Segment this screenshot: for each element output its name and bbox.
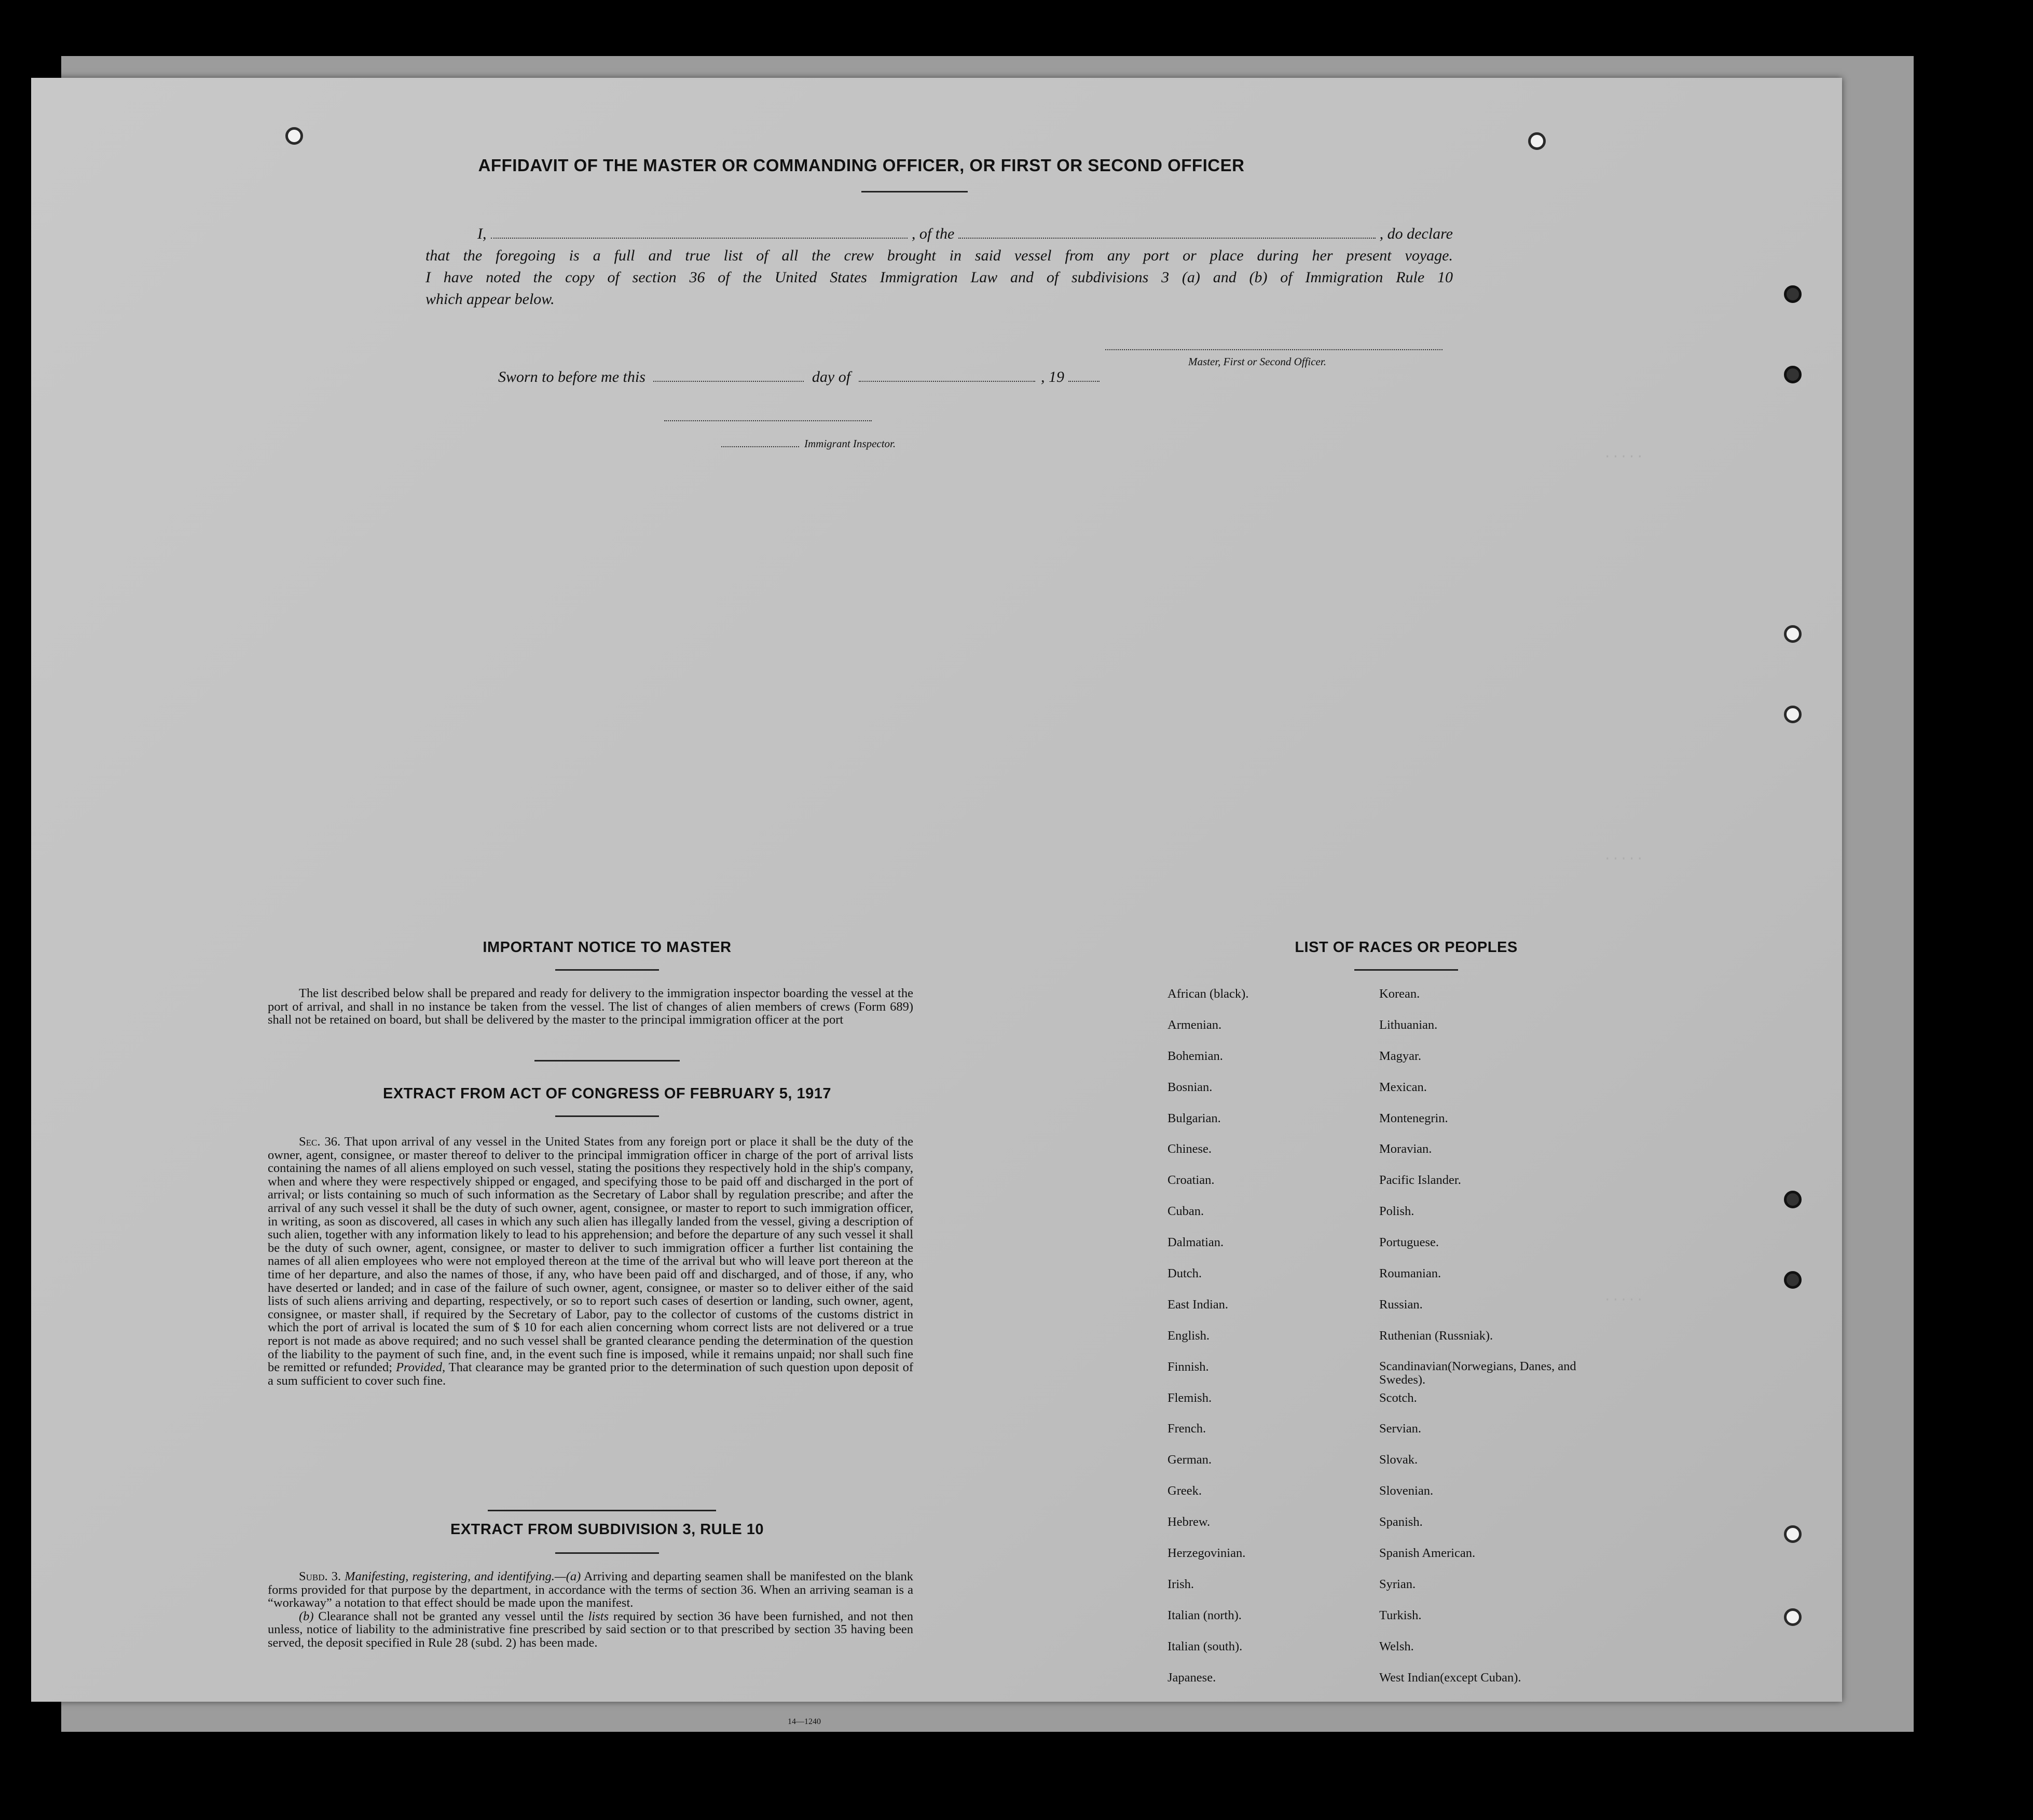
bleed-through-marks: ····· — [1603, 1292, 1644, 1307]
race-item: Slovak. — [1379, 1453, 1418, 1467]
race-item: Bulgarian. — [1167, 1111, 1221, 1125]
race-item: Magyar. — [1379, 1049, 1421, 1063]
rule-text-b1: Clearance shall not be granted any vessel until the — [318, 1609, 584, 1623]
act-text-b: That clearance may be granted prior to the determination of such question upon deposit of a sum sufficient to cover such fine. — [268, 1360, 914, 1388]
officer-signature-label: Master, First or Second Officer. — [1188, 355, 1326, 368]
binder-hole — [1784, 625, 1802, 643]
race-item: Greek. — [1167, 1484, 1202, 1498]
rule-subd-label: Subd. 3. — [299, 1569, 341, 1583]
binder-hole — [285, 127, 303, 145]
act-end-divider — [488, 1510, 716, 1511]
declaration-line-4: which appear below. — [425, 291, 555, 308]
declaration-line-2: that the foregoing is a full and true list of all the crew brought in said vessel from any port or place during her present voyage. — [425, 247, 1453, 264]
race-item: Mexican. — [1379, 1080, 1427, 1094]
race-item: Croatian. — [1167, 1173, 1215, 1188]
rule-divider — [555, 1552, 659, 1554]
name-blank[interactable] — [491, 224, 908, 239]
sworn-year-blank[interactable] — [1068, 368, 1100, 382]
declaration-i: I, — [477, 225, 487, 242]
document-page — [31, 78, 1842, 1726]
binder-hole — [1784, 706, 1802, 723]
act-provided: Provided, — [396, 1360, 446, 1375]
race-item: Moravian. — [1379, 1142, 1432, 1156]
race-item: Pacific Islander. — [1379, 1173, 1461, 1188]
binder-hole — [1784, 1191, 1802, 1208]
rule-body — [268, 1570, 913, 1650]
act-divider — [555, 1115, 659, 1117]
race-item: Syrian. — [1379, 1577, 1416, 1591]
notice-end-divider — [534, 1060, 680, 1061]
binder-hole — [1528, 132, 1546, 150]
race-item: Servian. — [1379, 1422, 1421, 1436]
vessel-blank[interactable] — [958, 224, 1375, 239]
race-item: German. — [1167, 1453, 1212, 1467]
races-divider — [1354, 969, 1458, 971]
race-item: Korean. — [1379, 987, 1420, 1001]
race-item: Chinese. — [1167, 1142, 1212, 1156]
bleed-through-marks: ····· — [1603, 449, 1644, 464]
race-item: Cuban. — [1167, 1204, 1204, 1219]
declaration-do-declare: , do declare — [1379, 225, 1453, 242]
race-item: Hebrew. — [1167, 1515, 1211, 1529]
act-text-a: That upon arrival of any vessel in the United States from any foreign port or place it shall be the duty of the owner, agent, consignee, or master thereof to deliver to the principal immigration officer in charge of the port of arrival lists containing the names of all aliens employed on such vessel, stating the positions they respectively hold in the ship's company, when and where they were respectively shipped or engaged, and specifying those to be paid off and discharged in the port of arrival; or lists containing so much of such information as the Secretary of Labor shall by regulation prescribe; and after the arrival of any such vessel it shall be the duty of such owner, agent, consignee, or master to report to such immigration officer, in writing, as soon as discovered, all cases in which any such alien has illegally landed from the vessel, giving a description of such alien, together with any information likely to lead to his apprehension; and before the departure of any such vessel it shall be the duty of such owner, agent, consignee, or master to deliver to such immigration officer a further list containing the names of all alien employees who were not employed thereon at the time of the arrival but who will leave port thereon at the time of her departure, and also the names of those, if any, who have been paid off and discharged, and of those, if any, who have deserted or landed; and in case of the failure of such owner, agent, consignee, or master so to deliver either of the said lists of such aliens arriving and departing, respectively, or so to report such cases of desertion or landing, such owner, agent, consignee, or master shall, if required by the Secretary of Labor, pay to the collector of customs of the customs district in which the port of arrival is located the sum of $ 10 for each alien concerning whom correct lists are not delivered or a true report is not made as above required; and no such vessel shall be granted clearance pending the determination of the question of the liability to the payment of such fine, and, in the event such fine is imposed, while it remains unpaid; nor shall such fine be remitted or refunded; — [268, 1135, 913, 1375]
rule-text-a: Arriving and departing seamen shall be manifested on the blank forms provided for that purpose by the department, in accordance with the terms of section 36. When an arriving seaman is a “workaway” a notation to that effect should be made upon the manifest. — [268, 1569, 914, 1610]
race-item: Scandinavian(Norwegians, Danes, and Swedes). — [1379, 1359, 1576, 1387]
declaration-of-the: , of the — [911, 225, 955, 242]
race-item: Portuguese. — [1379, 1235, 1439, 1250]
race-item: Scotch. — [1379, 1390, 1417, 1405]
declaration-line-3: I have noted the copy of section 36 of the United States Immigration Law and of subdivisions 3 (a) and (b) of Immigration Rule 10 — [425, 269, 1453, 286]
binder-hole — [1784, 1608, 1802, 1626]
race-item: English. — [1167, 1328, 1210, 1343]
binder-hole — [1784, 285, 1802, 303]
race-item: Slovenian. — [1379, 1484, 1434, 1498]
race-item: Spanish. — [1379, 1515, 1423, 1529]
race-item: Flemish. — [1167, 1390, 1212, 1405]
race-item: Italian (north). — [1167, 1608, 1242, 1622]
race-item: Russian. — [1379, 1297, 1423, 1312]
race-item: French. — [1167, 1422, 1206, 1436]
inspector-signature-label: Immigrant Inspector. — [804, 437, 896, 450]
title-divider — [861, 191, 968, 192]
rule-lists: lists — [588, 1609, 609, 1623]
sworn-year: , 19 — [1041, 368, 1065, 385]
sworn-day-blank[interactable] — [653, 368, 804, 382]
notice-divider — [555, 969, 659, 971]
race-item: Turkish. — [1379, 1608, 1422, 1622]
rule-heading: EXTRACT FROM SUBDIVISION 3, RULE 10 — [450, 1521, 764, 1538]
race-item: Bohemian. — [1167, 1049, 1223, 1063]
notice-body — [268, 987, 913, 1027]
race-item: Dalmatian. — [1167, 1235, 1224, 1250]
rule-text-b2: required by section 36 have been furnished, and not then unless, notice of liability to the administrative fine prescribed by said section or to that prescribed by section 35 having been served, the deposit specified in Rule 28 (subd. 2) has been made. — [268, 1609, 914, 1650]
race-item: Welsh. — [1379, 1639, 1414, 1653]
races-heading: LIST OF RACES OR PEOPLES — [1295, 939, 1518, 956]
notice-text: The list described below shall be prepared and ready for delivery to the immigration inspector boarding the vessel at the port of arrival, and shall in no instance be taken from the vessel. The list of changes of alien members of crews (Form 689) shall not be retained on board, but shall be delivered by the master to the principal immigration officer at the port — [268, 986, 913, 1027]
races-list-right — [1379, 987, 1576, 1701]
officer-signature-line[interactable] — [1105, 349, 1443, 350]
inspector-signature-line[interactable] — [664, 420, 872, 421]
race-item: Herzegovinian. — [1167, 1546, 1246, 1561]
race-item: African (black). — [1167, 987, 1249, 1001]
binder-hole — [1784, 366, 1802, 383]
race-item: Ruthenian (Russniak). — [1379, 1328, 1493, 1343]
bleed-through-marks: ····· — [1603, 851, 1644, 866]
sworn-prefix: Sworn to before me this — [498, 368, 645, 385]
race-item: Finnish. — [1167, 1359, 1209, 1374]
races-list-left — [1167, 987, 1375, 1701]
race-item: Armenian. — [1167, 1017, 1222, 1032]
race-item: East Indian. — [1167, 1297, 1229, 1312]
binder-hole — [1784, 1271, 1802, 1289]
rule-subd-title: Manifesting, registering, and identifying.—(a) — [345, 1569, 581, 1583]
affidavit-title: AFFIDAVIT OF THE MASTER OR COMMANDING OFFICER, OR FIRST OR SECOND OFFICER — [478, 156, 1245, 175]
sworn-day-of: day of — [812, 368, 851, 385]
sworn-line — [498, 368, 1100, 386]
act-body — [268, 1135, 913, 1387]
declaration-text — [425, 223, 1453, 310]
race-item: Polish. — [1379, 1204, 1414, 1219]
race-item: Italian (south). — [1167, 1639, 1243, 1653]
race-item: West Indian(except Cuban). — [1379, 1670, 1521, 1685]
binder-hole — [1784, 1525, 1802, 1543]
act-section-label: Sec. 36. — [299, 1135, 341, 1149]
race-item: Irish. — [1167, 1577, 1194, 1591]
race-item: Montenegrin. — [1379, 1111, 1448, 1125]
sworn-month-blank[interactable] — [859, 368, 1035, 382]
race-item: Bosnian. — [1167, 1080, 1213, 1094]
act-heading: EXTRACT FROM ACT OF CONGRESS OF FEBRUARY 5, 1917 — [382, 1085, 832, 1102]
form-number: 14—1240 — [788, 1717, 821, 1726]
inspector-dots — [721, 446, 799, 447]
race-item: Lithuanian. — [1379, 1017, 1438, 1032]
race-item: Japanese. — [1167, 1670, 1216, 1685]
race-item: Dutch. — [1167, 1266, 1202, 1281]
race-item: Spanish American. — [1379, 1546, 1476, 1561]
notice-heading: IMPORTANT NOTICE TO MASTER — [483, 939, 732, 956]
race-item: Roumanian. — [1379, 1266, 1441, 1281]
rule-b-label: (b) — [299, 1609, 314, 1623]
